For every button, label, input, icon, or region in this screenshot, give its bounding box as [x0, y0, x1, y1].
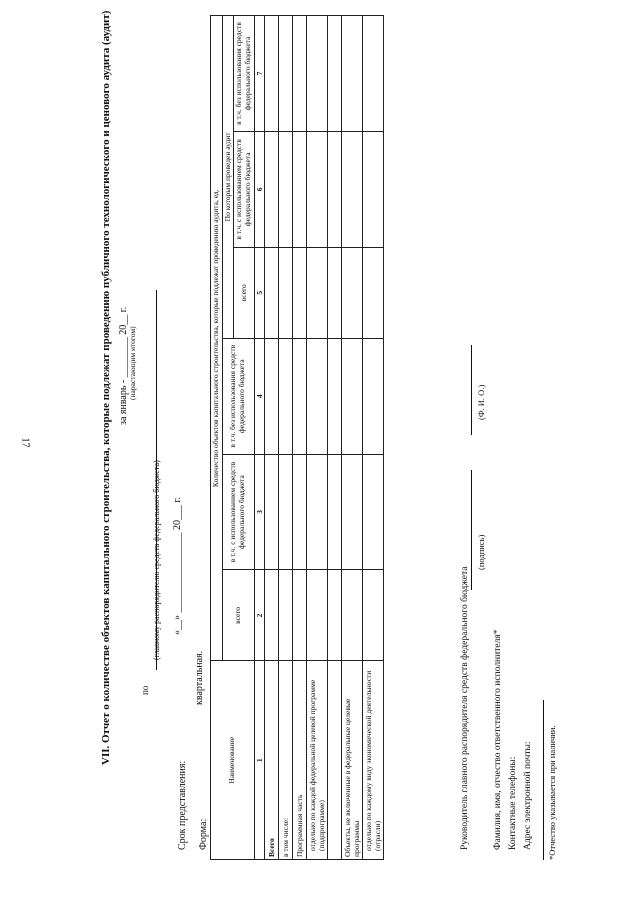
table-cell[interactable]: [362, 338, 383, 454]
table-row: [341, 16, 362, 860]
header-with-federal: в т.ч. с использованием средств федерального бюджета: [222, 454, 254, 570]
table-cell[interactable]: [292, 570, 306, 661]
table-cell[interactable]: [306, 131, 327, 247]
table-cell[interactable]: [362, 16, 383, 132]
header-without-federal: в т.ч. без использования средств федерального бюджета: [222, 338, 254, 454]
distributor-prefix: по: [140, 685, 150, 695]
header-audited: По которым проведен аудит: [222, 16, 234, 339]
audit-report-table: [210, 15, 384, 860]
column-number: 5: [254, 247, 264, 338]
table-cell[interactable]: [327, 247, 341, 338]
table-cell[interactable]: [292, 338, 306, 454]
signature-note: (подпись): [476, 534, 486, 570]
column-number: 2: [254, 570, 264, 661]
table-cell[interactable]: [292, 454, 306, 570]
header-audited-total: всего: [234, 247, 254, 338]
row-label: отдельно по каждой федеральной целевой программе (подпрограмме): [306, 661, 327, 860]
table-cell[interactable]: [278, 131, 292, 247]
table-row: [306, 16, 327, 860]
signature-line: [470, 470, 472, 590]
table-cell[interactable]: [278, 16, 292, 132]
distributor-note: (главному распорядителю средств федерального бюджета): [152, 460, 161, 660]
table-cell[interactable]: [327, 16, 341, 132]
table-cell[interactable]: [264, 570, 278, 661]
fio-note: (Ф. И. О.): [476, 384, 486, 420]
footnote-separator: [543, 700, 544, 860]
table-cell[interactable]: [341, 570, 362, 661]
table-cell[interactable]: [292, 131, 306, 247]
row-label: в том числе:: [278, 661, 292, 860]
form-value: квартальная.: [194, 650, 205, 705]
row-label: отдельно по каждому виду экономической деятельности (отрасли): [362, 661, 383, 860]
table-cell[interactable]: [306, 570, 327, 661]
table-cell[interactable]: [362, 570, 383, 661]
header-audited-with-federal: в т.ч. с использованием средств федерального бюджета: [234, 131, 254, 247]
column-number: 6: [254, 131, 264, 247]
column-number-row: [254, 16, 264, 860]
table-cell[interactable]: [292, 16, 306, 132]
table-cell[interactable]: [327, 338, 341, 454]
header-audited-without-federal: в т.ч. без использования средств федерального бюджета: [234, 16, 254, 132]
table-cell[interactable]: [327, 454, 341, 570]
table-cell[interactable]: [362, 131, 383, 247]
column-number: 4: [254, 338, 264, 454]
row-label: Объекты, не включенные в федеральные целевые программы: [341, 661, 362, 860]
table-cell[interactable]: [306, 16, 327, 132]
report-table-body: [264, 16, 383, 860]
head-signature-label: Руководитель главного распорядителя средств федерального бюджета: [460, 566, 470, 850]
header-total: всего: [222, 570, 254, 661]
table-row: [292, 16, 306, 860]
fio-line: [470, 345, 472, 435]
table-cell[interactable]: [306, 247, 327, 338]
table-row: [264, 16, 278, 860]
column-number: 1: [254, 661, 264, 860]
table-row: [278, 16, 292, 860]
table-row: [327, 16, 341, 860]
table-cell[interactable]: [341, 131, 362, 247]
phones-label: Контактные телефоны:: [508, 756, 518, 850]
column-number: 3: [254, 454, 264, 570]
table-cell[interactable]: [362, 454, 383, 570]
header-group: Количество объектов капитального строительства, которые подлежат проведению аудита, ед.: [211, 16, 223, 661]
deadline-value: «__» ________________ 20___ г.: [172, 497, 183, 635]
row-label: [327, 661, 341, 860]
row-label: Программная часть: [292, 661, 306, 860]
table-cell[interactable]: [292, 247, 306, 338]
table-cell[interactable]: [264, 16, 278, 132]
table-cell[interactable]: [264, 131, 278, 247]
table-cell[interactable]: [327, 131, 341, 247]
table-row: [362, 16, 383, 860]
row-label: Всего: [264, 661, 278, 860]
form-label: Форма:: [198, 818, 209, 850]
table-cell[interactable]: [264, 338, 278, 454]
table-cell[interactable]: [264, 247, 278, 338]
email-label: Адрес электронной почты:: [523, 741, 533, 850]
table-cell[interactable]: [278, 570, 292, 661]
period-note: (нарастающим итогом): [128, 326, 137, 400]
table-cell[interactable]: [341, 454, 362, 570]
table-cell[interactable]: [306, 454, 327, 570]
table-cell[interactable]: [278, 338, 292, 454]
table-cell[interactable]: [327, 570, 341, 661]
executor-label: Фамилия, имя, отчество ответственного исполнителя*: [493, 629, 503, 850]
report-title: VII. Отчет о количестве объектов капитального строительства, которые подлежат проведению публичного технологического и ценового аудита (аудит): [100, 10, 112, 765]
table-cell[interactable]: [278, 247, 292, 338]
table-cell[interactable]: [362, 247, 383, 338]
header-name: Наименование: [211, 661, 255, 860]
deadline-label: Срок представления:: [177, 760, 188, 850]
table-cell[interactable]: [306, 338, 327, 454]
page-number: 17: [19, 437, 31, 448]
table-cell[interactable]: [341, 338, 362, 454]
footnote: *Отчество указывается при наличии.: [547, 725, 557, 860]
table-cell[interactable]: [278, 454, 292, 570]
table-cell[interactable]: [341, 16, 362, 132]
table-cell[interactable]: [264, 454, 278, 570]
column-number: 7: [254, 16, 264, 132]
period-line: за январь - ________ 20__ г.: [118, 306, 129, 425]
table-cell[interactable]: [341, 247, 362, 338]
